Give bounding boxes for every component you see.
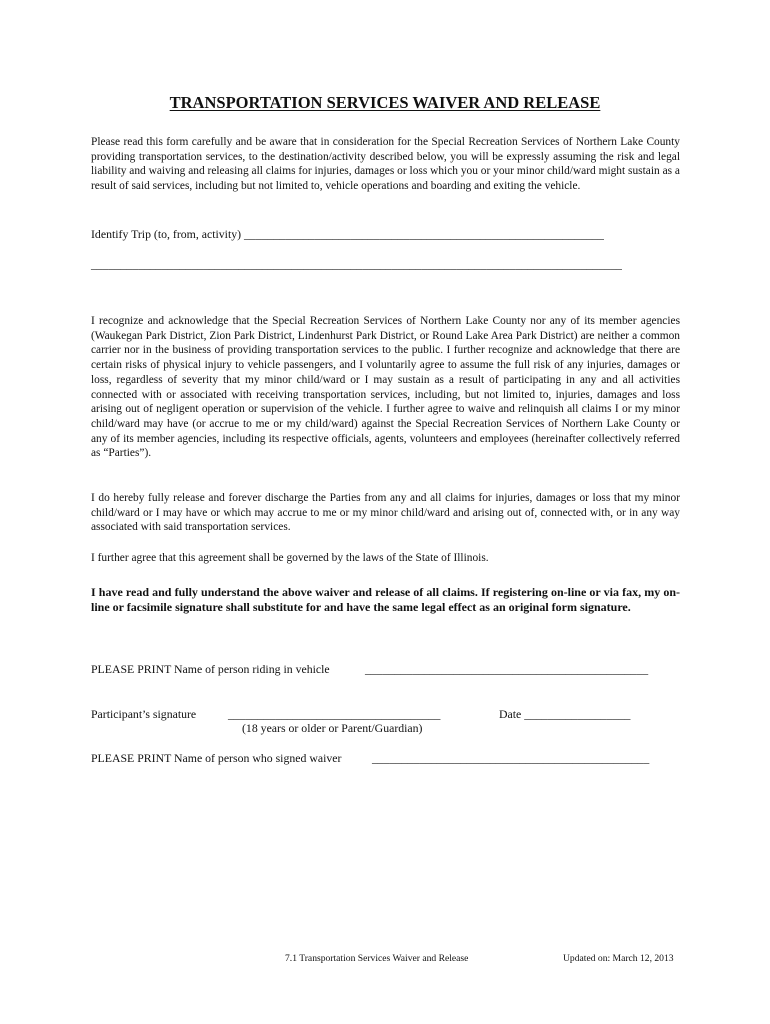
- release-paragraph: I do hereby fully release and forever discharge the Parties from any and all claims for injuries, damages or loss that my minor child/ward or I may have or which may accrue to me or my minor child/ward and arising out of, connected with, or in any way associated with said transportation services.: [91, 492, 680, 534]
- rider-name-label: PLEASE PRINT Name of person riding in vehicle: [91, 662, 330, 676]
- intro-paragraph: Please read this form carefully and be aware that in consideration for the Special Recreation Services of Northern Lake County providing transportation services, to the destination/activity described below, you will be expressly assuming the risk and legal liability and waiving and releasing all claims for injuries, damages or loss which you or your minor child/ward might sustain as a result of said services, including but not limited to, vehicle operations and boarding and exiting the vehicle.: [91, 136, 680, 193]
- signer-name-label: PLEASE PRINT Name of person who signed waiver: [91, 751, 342, 765]
- trip-input-line-2[interactable]: __________________________________________________________________________________________: [91, 257, 622, 271]
- signature-note: (18 years or older or Parent/Guardian): [242, 721, 423, 735]
- trip-input-line[interactable]: _____________________________________________________________: [244, 227, 604, 241]
- signature-input[interactable]: ____________________________________: [228, 707, 441, 721]
- date-field: [499, 707, 630, 722]
- date-label: Date: [499, 707, 522, 721]
- acknowledgement-statement: I have read and fully understand the above waiver and release of all claims. If registering on-line or via fax, my on-line or facsimile signature shall substitute for and have the same legal effect as an original form signature.: [91, 585, 680, 614]
- date-input[interactable]: __________________: [524, 707, 631, 721]
- page-title: TRANSPORTATION SERVICES WAIVER AND RELEASE: [169, 93, 601, 112]
- signer-name-input[interactable]: _______________________________________________: [372, 751, 650, 765]
- trip-label: Identify Trip (to, from, activity): [91, 227, 242, 241]
- governing-law-paragraph: I further agree that this agreement shall be governed by the laws of the State of Illinois.: [91, 552, 489, 564]
- rider-name-input[interactable]: ________________________________________________: [365, 662, 649, 676]
- footer-updated-date: Updated on: March 12, 2013: [563, 953, 674, 964]
- trip-field: [91, 227, 604, 242]
- signature-label: Participant’s signature: [91, 707, 197, 721]
- acknowledgement-paragraph: I recognize and acknowledge that the Special Recreation Services of Northern Lake County nor any of its member agencies (Waukegan Park District, Zion Park District, Lindenhurst Park District, or Round Lake Area Park District) are neither a common carrier nor in the business of providing transportation services to the public. I further recognize and acknowledge that there are certain risks of physical injury to vehicle passengers, and I voluntarily agree to assume the full risk of any injuries, damages or loss, regardless of severity that my minor child/ward or I may sustain as a result of participating in any and all activities connected with or associated with receiving transportation services, including, but not limited to, injuries, damages and loss arising out of negligent operation or supervision of the vehicle. I further agree to waive and relinquish all claims I or my minor child/ward may have (or accrue to me or my child/ward) against the Special Recreation Services of Northern Lake County or any of its member agencies, including its respective officials, agents, volunteers and employees (hereinafter collectively referred as “Parties”).: [91, 315, 680, 460]
- footer-document-name: 7.1 Transportation Services Waiver and Release: [285, 953, 469, 964]
